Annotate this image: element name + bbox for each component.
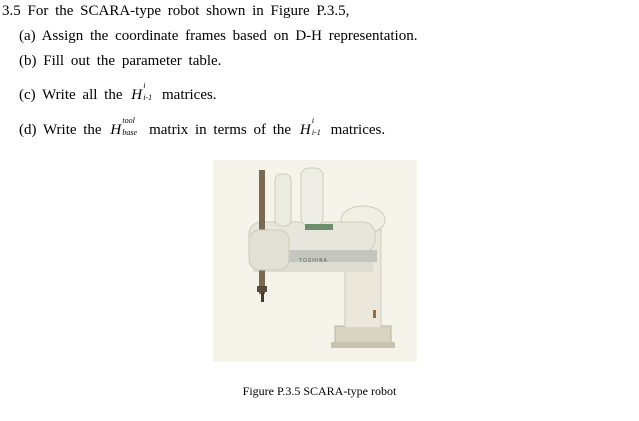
arm-brand-label: TOSHIBA (299, 258, 328, 264)
part-a: (a) Assign the coordinate frames based on D-H representation. (19, 28, 418, 44)
h-matrix-symbol (131, 81, 153, 104)
subscript-i-1: i-1 (143, 93, 153, 102)
part-d-prefix: (d) Write the (19, 122, 102, 138)
scara-robot-image (213, 160, 417, 362)
part-b: (b) Fill out the parameter table. (19, 53, 222, 69)
part-d (19, 116, 386, 139)
part-d-middle: matrix in terms of the (149, 122, 292, 138)
superscript-i: i (143, 81, 146, 90)
h-tool-base-symbol (110, 116, 140, 139)
subscript-base: base (122, 128, 138, 137)
superscript-i: i (311, 116, 315, 125)
problem-intro: 3.5 For the SCARA-type robot shown in Figure P.3.5, (2, 3, 350, 19)
h-symbol: H (299, 122, 311, 138)
part-d-suffix: matrices. (330, 122, 386, 138)
h-symbol: H (110, 122, 122, 138)
part-c-suffix: matrices. (162, 87, 217, 103)
part-c (19, 81, 217, 104)
h-matrix-symbol (299, 116, 322, 139)
superscript-tool: tool (122, 116, 135, 125)
part-c-prefix: (c) Write all the (19, 87, 123, 103)
subscript-i-1: i-1 (311, 128, 321, 137)
h-symbol: H (131, 87, 143, 103)
figure-caption: Figure P.3.5 SCARA-type robot (242, 384, 397, 398)
